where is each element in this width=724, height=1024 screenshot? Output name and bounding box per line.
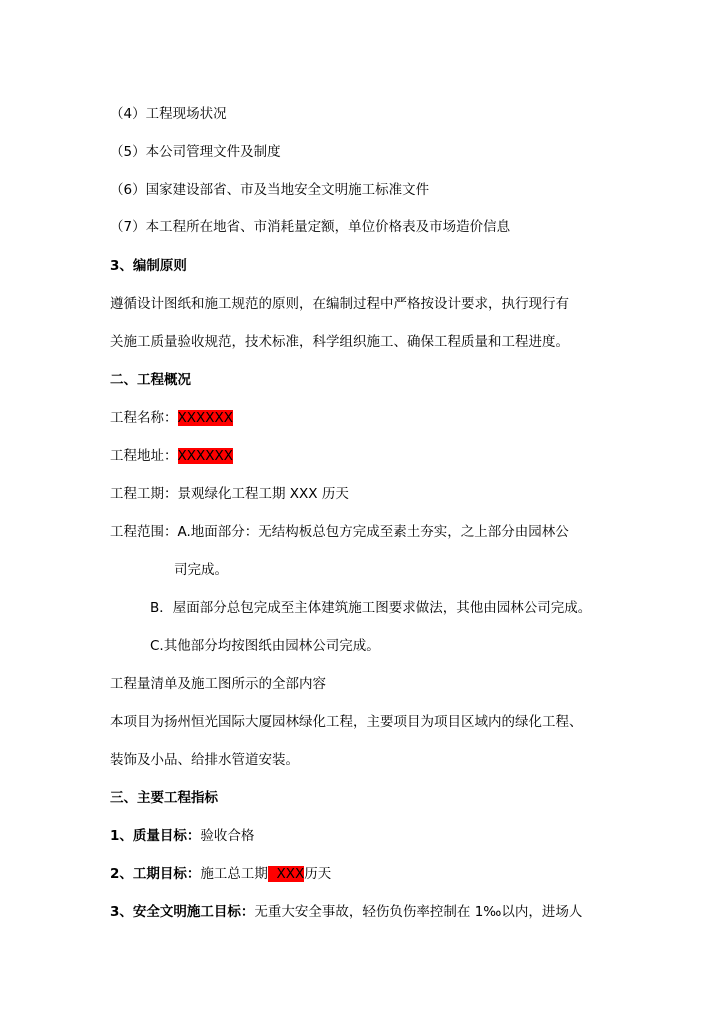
project-name-label: 工程名称： — [110, 410, 178, 426]
project-scope-a: A.地面部分：无结构板总包方完成至素土夯实，之上部分由园林公 — [177, 524, 569, 540]
project-scope-c: C.其他部分均按图纸由园林公司完成。 — [150, 638, 380, 654]
indicators-heading: 三、主要工程指标 — [110, 790, 218, 806]
project-desc-line1: 本项目为扬州恒光国际大厦园林绿化工程，主要项目为项目区域内的绿化工程、 — [110, 714, 583, 730]
principle-text-line2: 关施工质量验收规范，技术标准，科学组织施工、确保工程质量和工程进度。 — [110, 334, 569, 350]
period-target-suffix: 历天 — [304, 866, 332, 882]
safety-target-row — [110, 902, 582, 922]
principle-heading: 3、编制原则 — [110, 258, 187, 274]
basis-item-6: （6）国家建设部省、市及当地安全文明施工标准文件 — [110, 182, 430, 198]
project-desc-line2: 装饰及小品、给排水管道安装。 — [110, 752, 299, 768]
quality-target-label: 1、质量目标： — [110, 828, 201, 844]
safety-target-value: 无重大安全事故，轻伤负伤率控制在 1‰以内，进场人 — [254, 904, 583, 920]
project-address-row — [110, 446, 233, 466]
project-name-row — [110, 408, 233, 428]
project-scope-label: 工程范围： — [110, 524, 178, 540]
basis-item-4: （4）工程现场状况 — [110, 106, 227, 122]
period-target-label: 2、工期目标： — [110, 866, 201, 882]
period-target-prefix: 施工总工期 — [200, 866, 268, 882]
overview-heading: 二、工程概况 — [110, 372, 191, 388]
project-quantity: 工程量清单及施工图所示的全部内容 — [110, 676, 326, 692]
quality-target-row — [110, 826, 254, 846]
basis-item-5: （5）本公司管理文件及制度 — [110, 144, 281, 160]
basis-item-7: （7）本工程所在地省、市消耗量定额，单位价格表及市场造价信息 — [110, 219, 511, 235]
project-scope-row — [110, 522, 569, 542]
project-address-value: XXXXXX — [177, 448, 233, 464]
project-scope-b: B．屋面部分总包完成至主体建筑施工图要求做法，其他由园林公司完成。 — [150, 600, 592, 616]
quality-target-value: 验收合格 — [200, 828, 255, 844]
principle-text-line1: 遵循设计图纸和施工规范的原则，在编制过程中严格按设计要求，执行现行有 — [110, 296, 569, 312]
period-target-value: XXX — [267, 866, 305, 882]
project-address-label: 工程地址： — [110, 448, 178, 464]
project-scope-a-cont: 司完成。 — [174, 562, 228, 578]
project-name-value: XXXXXX — [177, 410, 233, 426]
project-period: 工程工期：景观绿化工程工期 XXX 历天 — [110, 486, 349, 502]
period-target-row — [110, 864, 331, 884]
safety-target-label: 3、安全文明施工目标： — [110, 904, 255, 920]
